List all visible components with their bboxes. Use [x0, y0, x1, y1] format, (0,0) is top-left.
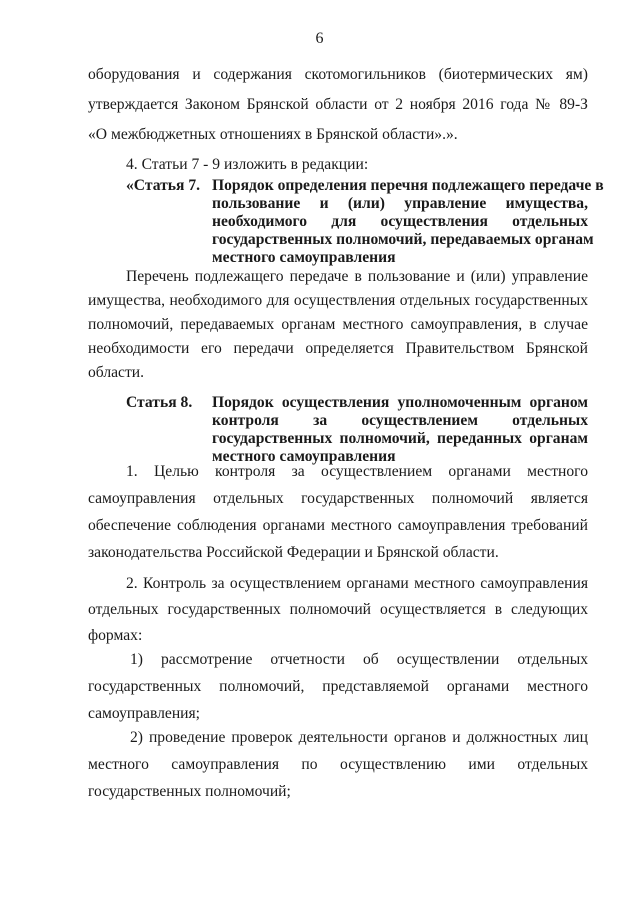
text-line: оборудования и содержания скотомогильников (биотермических ям): [88, 66, 588, 83]
article-7-body-line: полномочий, передаваемых органам местного самоуправления, в случае: [88, 316, 588, 333]
control-form-1-line: государственных полномочий, представляемой органами местного: [88, 678, 588, 695]
article-8-title-line: контроля за осуществлением отдельных: [212, 412, 588, 429]
article-8-p1-line: законодательства Российской Федерации и Брянской области.: [88, 544, 499, 561]
page-number: 6: [315, 30, 324, 47]
article-8-title-line: Порядок осуществления уполномоченным органом: [212, 394, 588, 411]
article-8-title-line: государственных полномочий, переданных органам: [212, 430, 588, 447]
article-8-p2-line: формах:: [88, 627, 143, 644]
article-8-p2-line: отдельных государственных полномочий осуществляется в следующих: [88, 601, 588, 618]
text-line: «О межбюджетных отношениях в Брянской области».».: [88, 126, 458, 143]
control-form-1-line: 1) рассмотрение отчетности об осуществлении отдельных: [130, 651, 588, 668]
control-form-1-line: самоуправления;: [88, 705, 201, 722]
article-7-title-line: пользование и (или) управление имущества,: [212, 195, 588, 212]
article-8-p1-line: самоуправления отдельных государственных полномочий является: [88, 490, 588, 507]
article-8-p1-line: обеспечение соблюдения органами местного самоуправления требований: [88, 517, 588, 534]
article-8-title-line: местного самоуправления: [212, 448, 396, 465]
article-7-body-line: области.: [88, 364, 145, 381]
control-form-2-line: 2) проведение проверок деятельности органов и должностных лиц: [130, 729, 588, 746]
article-8-label: Статья 8.: [126, 394, 193, 411]
article-7-title-line: Порядок определения перечня подлежащего передаче в: [212, 177, 604, 194]
article-7-body-line: имущества, необходимого для осуществления отдельных государственных: [88, 292, 588, 309]
article-7-body-line: необходимости его передачи определяется Правительством Брянской: [88, 340, 588, 357]
article-7-title-line: местного самоуправления: [212, 249, 396, 266]
control-form-2-line: местного самоуправления по осуществлению ими отдельных: [88, 756, 588, 773]
article-8-p1-line: 1. Целью контроля за осуществлением органами местного: [126, 463, 588, 480]
article-7-title-line: необходимого для осуществления отдельных: [212, 213, 588, 230]
article-7-title-line: государственных полномочий, передаваемых органам: [212, 231, 594, 248]
text-line: утверждается Законом Брянской области от 2 ноября 2016 года № 89-З: [88, 96, 588, 113]
control-form-2-line: государственных полномочий;: [88, 783, 291, 800]
article-7-label: «Статья 7.: [126, 177, 201, 194]
amendment-item-4: 4. Статьи 7 - 9 изложить в редакции:: [126, 156, 369, 173]
article-7-body-line: Перечень подлежащего передаче в пользование и (или) управление: [126, 268, 588, 285]
article-8-p2-line: 2. Контроль за осуществлением органами местного самоуправления: [126, 575, 588, 592]
